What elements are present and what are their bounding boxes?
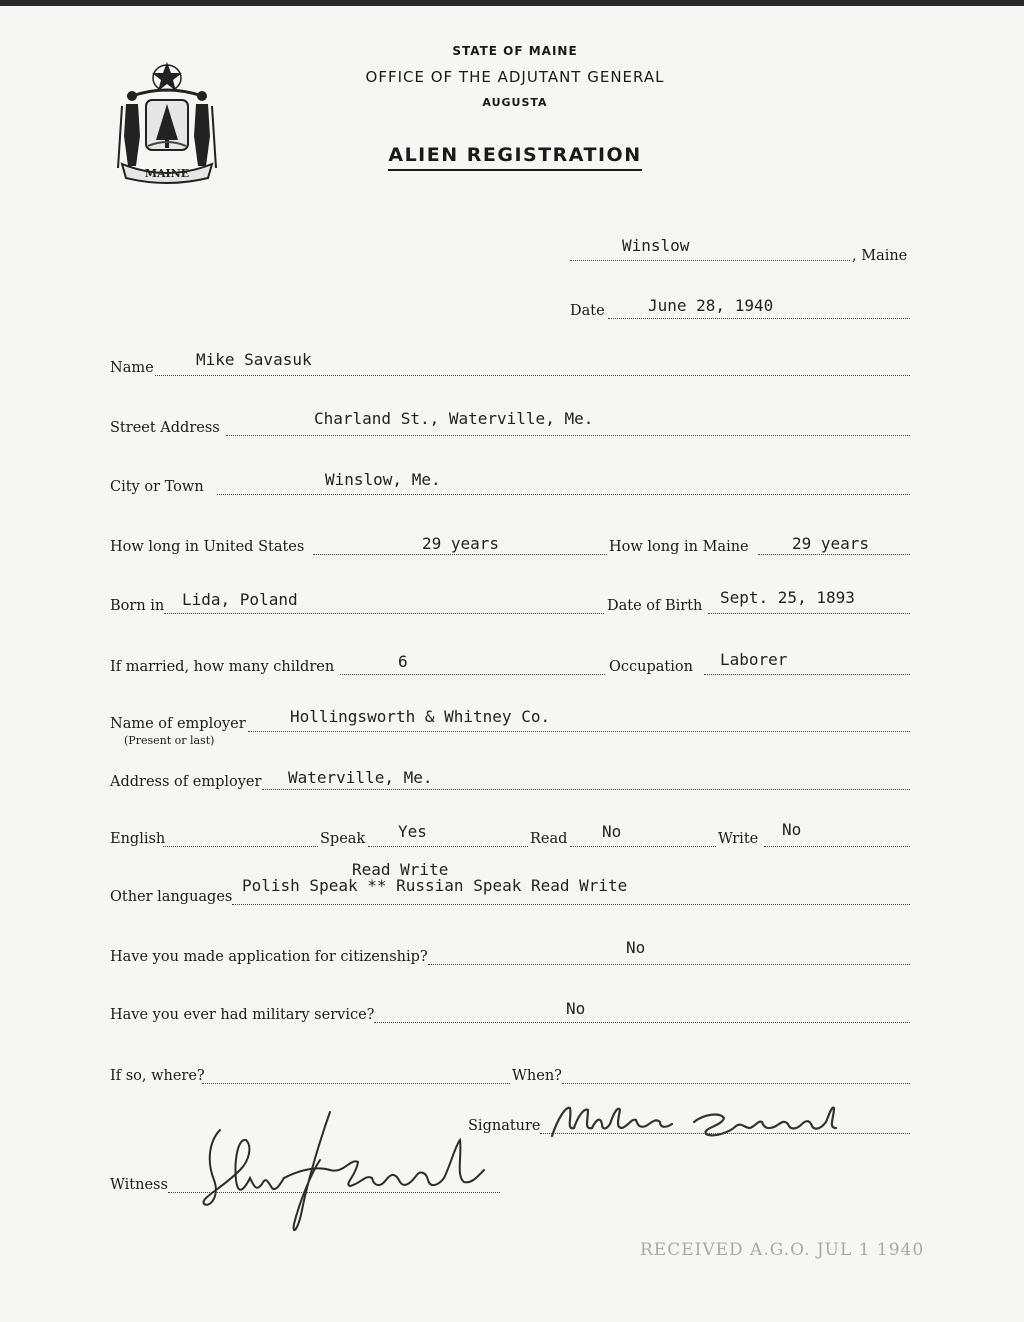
write-label: Write: [718, 831, 759, 847]
city-label: City or Town: [110, 479, 204, 495]
form-title: ALIEN REGISTRATION: [330, 144, 700, 166]
city-line: [217, 494, 910, 495]
employer-label: Name of employer: [110, 716, 246, 732]
how-long-me-value: 29 years: [792, 534, 870, 553]
military-value: No: [566, 999, 586, 1018]
how-long-us-value: 29 years: [422, 534, 500, 553]
dob-value: Sept. 25, 1893: [720, 588, 855, 607]
top-edge: [0, 0, 1024, 6]
signature-label: Signature: [468, 1118, 541, 1134]
how-long-me-line: [758, 554, 910, 555]
witness-label: Witness: [110, 1177, 168, 1193]
dob-line: [708, 613, 910, 614]
employer-value: Hollingsworth & Whitney Co.: [290, 707, 551, 726]
citizenship-line: [428, 964, 910, 965]
children-value: 6: [398, 652, 408, 671]
english-label: English: [110, 831, 166, 847]
town-value: Winslow: [622, 236, 690, 255]
office-heading: OFFICE OF THE ADJUTANT GENERAL: [365, 68, 665, 86]
write-value: No: [782, 820, 802, 839]
name-label: Name: [110, 360, 154, 376]
signature-handwriting: [544, 1098, 854, 1146]
write-line: [764, 846, 910, 847]
date-value: June 28, 1940: [648, 296, 774, 315]
read-value: No: [602, 822, 622, 841]
where-label: If so, where?: [110, 1068, 205, 1084]
english-line: [163, 846, 318, 847]
dob-label: Date of Birth: [607, 598, 703, 614]
read-line: [570, 846, 716, 847]
occupation-label: Occupation: [609, 659, 693, 675]
how-long-us-label: How long in United States: [110, 539, 305, 555]
city-heading: AUGUSTA: [482, 96, 548, 109]
born-value: Lida, Poland: [182, 590, 298, 609]
occupation-line: [704, 674, 910, 675]
born-label: Born in: [110, 598, 165, 614]
date-line: [608, 318, 910, 319]
employer-sublabel: (Present or last): [124, 734, 215, 747]
speak-label: Speak: [320, 831, 366, 847]
other-languages-label: Other languages: [110, 889, 233, 905]
name-value: Mike Savasuk: [196, 350, 312, 369]
born-line: [164, 613, 604, 614]
received-stamp: RECEIVED A.G.O. JUL 1 1940: [640, 1240, 925, 1260]
employer-address-label: Address of employer: [110, 774, 262, 790]
maine-state-seal: [112, 56, 222, 184]
street-line: [226, 435, 910, 436]
children-line: [340, 674, 605, 675]
other-languages-line: [232, 904, 910, 905]
city-value: Winslow, Me.: [325, 470, 441, 489]
citizenship-label: Have you made application for citizenship?: [110, 949, 428, 965]
name-line: [155, 375, 910, 376]
other-languages-value-line2: Polish Speak ** Russian Speak Read Write: [242, 876, 628, 895]
town-suffix: , Maine: [852, 248, 908, 264]
other-languages-value-line1: Read Write: [352, 860, 449, 879]
military-line: [374, 1022, 910, 1023]
read-label: Read: [530, 831, 568, 847]
when-line: [562, 1083, 910, 1084]
how-long-us-line: [313, 554, 607, 555]
when-label: When?: [512, 1068, 562, 1084]
town-line: [570, 260, 850, 261]
occupation-value: Laborer: [720, 650, 788, 669]
employer-line: [248, 731, 910, 732]
svg-text:MAINE: MAINE: [144, 167, 190, 180]
speak-line: [368, 846, 528, 847]
date-label: Date: [570, 303, 605, 319]
state-heading: STATE OF MAINE: [452, 44, 578, 58]
citizenship-value: No: [626, 938, 646, 957]
employer-address-line: [262, 789, 910, 790]
how-long-me-label: How long in Maine: [609, 539, 749, 555]
street-value: Charland St., Waterville, Me.: [314, 409, 594, 428]
military-label: Have you ever had military service?: [110, 1007, 375, 1023]
employer-address-value: Waterville, Me.: [288, 768, 433, 787]
where-line: [202, 1083, 510, 1084]
witness-handwriting: [180, 1100, 500, 1240]
street-label: Street Address: [110, 420, 220, 436]
children-label: If married, how many children: [110, 659, 335, 675]
speak-value: Yes: [398, 822, 427, 841]
